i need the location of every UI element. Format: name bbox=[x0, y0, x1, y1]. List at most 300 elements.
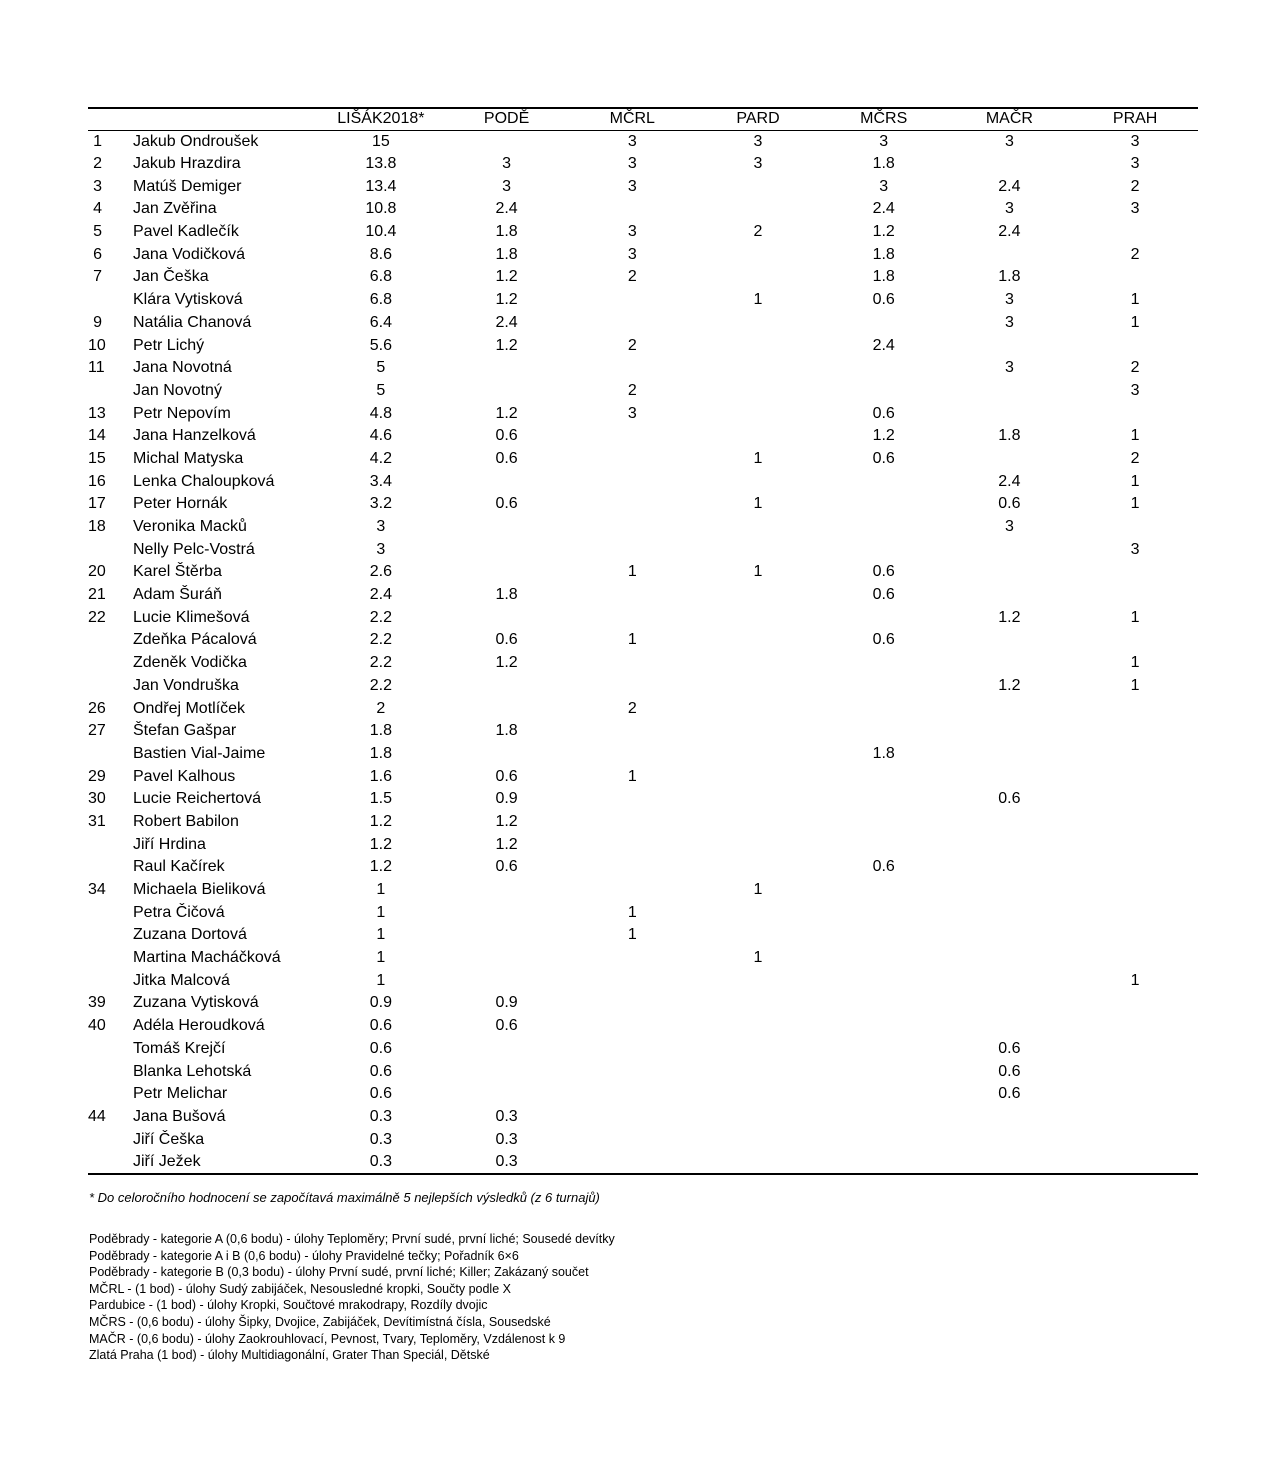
score-cell: 1.2 bbox=[495, 291, 518, 309]
table-row bbox=[88, 697, 1198, 720]
score-cell: 2.4 bbox=[872, 200, 895, 218]
score-cell: 0.6 bbox=[998, 1039, 1021, 1057]
name-cell: Petr Melichar bbox=[133, 1085, 228, 1103]
score-cell bbox=[1072, 1106, 1198, 1129]
score-cell: 0.3 bbox=[369, 1107, 392, 1125]
rank-cell: 20 bbox=[88, 563, 106, 581]
rank-cell: 29 bbox=[88, 767, 106, 785]
score-cell bbox=[821, 969, 947, 992]
name-cell: Pavel Kadlečík bbox=[133, 223, 239, 241]
name-cell: Matúš Demiger bbox=[133, 177, 242, 195]
score-cell bbox=[821, 1038, 947, 1061]
score-cell: 2 bbox=[1130, 245, 1140, 263]
score-cell bbox=[1072, 879, 1198, 902]
score-cell bbox=[947, 380, 1073, 403]
score-cell bbox=[695, 425, 821, 448]
score-cell bbox=[695, 765, 821, 788]
score-cell bbox=[695, 516, 821, 539]
score-cell bbox=[569, 1151, 695, 1174]
score-cell: 1 bbox=[1130, 291, 1140, 309]
score-cell bbox=[695, 629, 821, 652]
score-cell: 0.6 bbox=[872, 563, 895, 581]
score-cell: 1.2 bbox=[495, 404, 518, 422]
note-line: Pardubice - (1 bod) - úlohy Kropki, Součtové mrakodrapy, Rozdíly dvojic bbox=[89, 1298, 488, 1313]
score-cell bbox=[569, 1038, 695, 1061]
results-table bbox=[88, 107, 1198, 1175]
note-line: Zlatá Praha (1 bod) - úlohy Multidiagonální, Grater Than Speciál, Dětské bbox=[89, 1348, 490, 1363]
score-cell bbox=[569, 1083, 695, 1106]
name-cell: Zuzana Vytisková bbox=[133, 994, 259, 1012]
table-row bbox=[88, 947, 1198, 970]
score-cell: 5 bbox=[376, 359, 386, 377]
name-cell: Michaela Bieliková bbox=[133, 881, 266, 899]
score-cell bbox=[569, 470, 695, 493]
table-row bbox=[88, 1060, 1198, 1083]
name-cell: Petra Čičová bbox=[133, 903, 225, 921]
score-cell: 8.6 bbox=[369, 245, 392, 263]
score-cell bbox=[569, 198, 695, 221]
score-cell: 1.8 bbox=[369, 744, 392, 762]
score-cell bbox=[695, 357, 821, 380]
score-cell bbox=[947, 969, 1073, 992]
score-cell bbox=[444, 697, 570, 720]
score-cell bbox=[1072, 765, 1198, 788]
name-cell: Raul Kačírek bbox=[133, 858, 225, 876]
score-cell: 3 bbox=[753, 155, 763, 173]
score-cell bbox=[1072, 743, 1198, 766]
score-cell: 3 bbox=[502, 177, 512, 195]
score-cell bbox=[695, 833, 821, 856]
score-cell bbox=[1072, 811, 1198, 834]
score-cell bbox=[569, 289, 695, 312]
header-rank bbox=[88, 108, 118, 130]
note-line: MČRS - (0,6 bodu) - úlohy Šipky, Dvojice, Zabijáček, Devítimístná čísla, Sousedské bbox=[89, 1314, 551, 1329]
rank-cell: 44 bbox=[88, 1107, 106, 1125]
score-cell: 1.8 bbox=[495, 223, 518, 241]
score-cell bbox=[569, 675, 695, 698]
table-row bbox=[88, 516, 1198, 539]
score-cell: 2 bbox=[627, 699, 637, 717]
score-cell: 10.4 bbox=[365, 223, 397, 241]
score-cell bbox=[821, 697, 947, 720]
rank-cell: 26 bbox=[88, 699, 106, 717]
score-cell bbox=[947, 697, 1073, 720]
score-cell: 1.2 bbox=[998, 676, 1021, 694]
score-cell: 3 bbox=[376, 540, 386, 558]
score-cell bbox=[821, 992, 947, 1015]
rank-cell bbox=[88, 1083, 118, 1106]
score-cell bbox=[569, 743, 695, 766]
name-cell: Martina Macháčková bbox=[133, 949, 281, 967]
table-row bbox=[88, 584, 1198, 607]
rank-cell: 30 bbox=[88, 790, 106, 808]
score-cell: 2 bbox=[627, 268, 637, 286]
name-cell: Jakub Hrazdira bbox=[133, 155, 241, 173]
name-cell: Natália Chanová bbox=[133, 313, 252, 331]
rank-cell: 1 bbox=[93, 132, 102, 150]
score-cell bbox=[821, 493, 947, 516]
score-cell bbox=[1072, 788, 1198, 811]
score-cell bbox=[821, 765, 947, 788]
score-cell: 3 bbox=[627, 132, 637, 150]
score-cell bbox=[1072, 924, 1198, 947]
score-cell: 1.8 bbox=[495, 245, 518, 263]
score-cell: 3 bbox=[1130, 132, 1140, 150]
rank-cell bbox=[88, 538, 118, 561]
score-cell bbox=[1072, 1038, 1198, 1061]
score-cell: 1 bbox=[627, 631, 637, 649]
score-cell bbox=[947, 334, 1073, 357]
score-cell bbox=[1072, 221, 1198, 244]
table-row bbox=[88, 470, 1198, 493]
name-cell: Jiří Hrdina bbox=[133, 835, 206, 853]
table-row bbox=[88, 357, 1198, 380]
score-cell bbox=[569, 788, 695, 811]
score-cell: 1 bbox=[753, 449, 763, 467]
score-cell bbox=[695, 584, 821, 607]
score-cell bbox=[569, 879, 695, 902]
score-cell: 1.5 bbox=[369, 790, 392, 808]
score-cell bbox=[947, 720, 1073, 743]
score-cell bbox=[695, 697, 821, 720]
name-cell: Jana Novotná bbox=[133, 359, 232, 377]
name-cell: Zdeňka Pácalová bbox=[133, 631, 257, 649]
score-cell bbox=[444, 1038, 570, 1061]
score-cell bbox=[947, 1106, 1073, 1129]
score-cell bbox=[821, 312, 947, 335]
score-cell: 1 bbox=[753, 291, 763, 309]
column-header: PRAH bbox=[1072, 108, 1198, 130]
table-row bbox=[88, 901, 1198, 924]
score-cell bbox=[444, 130, 570, 153]
score-cell bbox=[695, 811, 821, 834]
score-cell: 3 bbox=[627, 245, 637, 263]
rank-cell: 15 bbox=[88, 449, 106, 467]
score-cell bbox=[695, 856, 821, 879]
score-cell bbox=[695, 380, 821, 403]
score-cell: 1.2 bbox=[495, 268, 518, 286]
score-cell bbox=[947, 992, 1073, 1015]
table-row bbox=[88, 334, 1198, 357]
score-cell bbox=[444, 1083, 570, 1106]
score-cell: 1.2 bbox=[495, 835, 518, 853]
score-cell: 0.6 bbox=[998, 1085, 1021, 1103]
score-cell bbox=[569, 947, 695, 970]
score-cell bbox=[569, 312, 695, 335]
table-row bbox=[88, 629, 1198, 652]
rank-cell bbox=[88, 1128, 118, 1151]
score-cell bbox=[569, 1106, 695, 1129]
score-cell: 0.6 bbox=[872, 449, 895, 467]
score-cell: 6.8 bbox=[369, 291, 392, 309]
score-cell bbox=[947, 901, 1073, 924]
table-row bbox=[88, 175, 1198, 198]
score-cell: 0.6 bbox=[369, 1039, 392, 1057]
score-cell: 1.8 bbox=[495, 586, 518, 604]
table-row bbox=[88, 243, 1198, 266]
score-cell: 3 bbox=[879, 132, 889, 150]
table-header-row bbox=[88, 108, 1198, 130]
note-line: Poděbrady - kategorie B (0,3 bodu) - úlohy První sudé, první liché; Killer; Zakázaný součet bbox=[89, 1265, 589, 1280]
name-cell: Jitka Malcová bbox=[133, 971, 230, 989]
score-cell bbox=[569, 538, 695, 561]
score-cell bbox=[444, 380, 570, 403]
score-cell bbox=[821, 811, 947, 834]
rank-cell bbox=[88, 380, 118, 403]
score-cell bbox=[947, 584, 1073, 607]
score-cell bbox=[695, 312, 821, 335]
score-cell: 2 bbox=[627, 336, 637, 354]
score-cell: 1 bbox=[753, 949, 763, 967]
table-row bbox=[88, 402, 1198, 425]
score-cell: 3 bbox=[627, 223, 637, 241]
name-cell: Adam Šuráň bbox=[133, 586, 222, 604]
column-header: PARD bbox=[695, 108, 821, 130]
score-cell: 1.8 bbox=[998, 427, 1021, 445]
rank-cell bbox=[88, 289, 118, 312]
table-row bbox=[88, 153, 1198, 176]
score-cell: 2 bbox=[753, 223, 763, 241]
score-cell bbox=[569, 448, 695, 471]
score-cell bbox=[1072, 1128, 1198, 1151]
table-row bbox=[88, 1106, 1198, 1129]
score-cell: 3 bbox=[1004, 359, 1014, 377]
score-cell bbox=[947, 538, 1073, 561]
score-cell bbox=[821, 924, 947, 947]
table-body bbox=[88, 130, 1198, 1174]
score-cell: 2.4 bbox=[495, 313, 518, 331]
score-cell: 4.6 bbox=[369, 427, 392, 445]
score-cell bbox=[569, 811, 695, 834]
score-cell: 0.6 bbox=[495, 631, 518, 649]
score-cell: 2.6 bbox=[369, 563, 392, 581]
score-cell bbox=[821, 606, 947, 629]
score-cell: 1.2 bbox=[369, 835, 392, 853]
column-header: PODĚ bbox=[444, 108, 570, 130]
score-cell bbox=[947, 448, 1073, 471]
rank-cell: 39 bbox=[88, 994, 106, 1012]
table-row bbox=[88, 198, 1198, 221]
score-cell: 1.2 bbox=[998, 608, 1021, 626]
rank-cell bbox=[88, 901, 118, 924]
rank-cell bbox=[88, 743, 118, 766]
score-cell bbox=[947, 561, 1073, 584]
score-cell: 3 bbox=[879, 177, 889, 195]
table-row bbox=[88, 743, 1198, 766]
table-row bbox=[88, 879, 1198, 902]
score-cell: 2 bbox=[1130, 449, 1140, 467]
score-cell bbox=[1072, 1060, 1198, 1083]
rank-cell: 5 bbox=[93, 223, 102, 241]
name-cell: Robert Babilon bbox=[133, 812, 239, 830]
score-cell bbox=[947, 1015, 1073, 1038]
score-cell bbox=[695, 175, 821, 198]
score-cell bbox=[821, 1151, 947, 1174]
score-cell: 3 bbox=[1130, 200, 1140, 218]
table-row bbox=[88, 1015, 1198, 1038]
name-cell: Jiří Ježek bbox=[118, 1151, 318, 1174]
table-row bbox=[88, 1083, 1198, 1106]
score-cell: 0.6 bbox=[495, 858, 518, 876]
score-cell: 0.3 bbox=[369, 1130, 392, 1148]
score-cell: 13.8 bbox=[365, 155, 397, 173]
score-cell bbox=[569, 584, 695, 607]
rank-cell: 18 bbox=[88, 518, 106, 536]
footnote: * Do celoročního hodnocení se započítavá maximálně 5 nejlepších výsledků (z 6 turnajů) bbox=[89, 1190, 600, 1205]
score-cell: 3 bbox=[1130, 155, 1140, 173]
score-cell: 2.4 bbox=[872, 336, 895, 354]
score-cell bbox=[695, 924, 821, 947]
score-cell: 1.8 bbox=[872, 744, 895, 762]
note-line: Poděbrady - kategorie A i B (0,6 bodu) - úlohy Pravidelné tečky; Pořadník 6×6 bbox=[89, 1248, 519, 1263]
rank-cell: 10 bbox=[88, 336, 106, 354]
score-cell bbox=[695, 992, 821, 1015]
score-cell bbox=[444, 606, 570, 629]
score-cell: 3.2 bbox=[369, 495, 392, 513]
score-cell bbox=[444, 357, 570, 380]
score-cell bbox=[695, 1106, 821, 1129]
score-cell bbox=[695, 334, 821, 357]
rank-cell bbox=[88, 1151, 118, 1174]
score-cell: 3.4 bbox=[369, 472, 392, 490]
rank-cell: 14 bbox=[88, 427, 106, 445]
table-row bbox=[88, 1151, 1198, 1174]
table-row bbox=[88, 675, 1198, 698]
score-cell bbox=[947, 743, 1073, 766]
score-cell bbox=[821, 1128, 947, 1151]
score-cell: 2.4 bbox=[369, 586, 392, 604]
score-cell: 0.9 bbox=[495, 790, 518, 808]
score-cell: 0.9 bbox=[369, 994, 392, 1012]
score-cell: 0.6 bbox=[369, 1062, 392, 1080]
table-row bbox=[88, 992, 1198, 1015]
score-cell: 1.2 bbox=[872, 427, 895, 445]
name-cell: Tomáš Krejčí bbox=[133, 1039, 226, 1057]
score-cell bbox=[695, 969, 821, 992]
name-cell: Jan Vondruška bbox=[133, 676, 239, 694]
name-cell: Jana Hanzelková bbox=[133, 427, 256, 445]
score-cell: 3 bbox=[1130, 540, 1140, 558]
score-cell bbox=[695, 198, 821, 221]
score-cell bbox=[947, 153, 1073, 176]
score-cell: 4.2 bbox=[369, 449, 392, 467]
score-cell bbox=[695, 675, 821, 698]
score-cell: 1.2 bbox=[495, 812, 518, 830]
score-cell: 1.8 bbox=[998, 268, 1021, 286]
score-cell: 1.2 bbox=[369, 858, 392, 876]
score-cell: 1.8 bbox=[872, 245, 895, 263]
score-cell bbox=[1072, 1015, 1198, 1038]
name-cell: Bastien Vial-Jaime bbox=[133, 744, 266, 762]
tournament-notes bbox=[89, 1231, 615, 1364]
table-row bbox=[88, 969, 1198, 992]
score-cell bbox=[695, 606, 821, 629]
note-line: Poděbrady - kategorie A (0,6 bodu) - úlohy Teploměry; První sudé, první liché; Sousedé devítky bbox=[89, 1232, 615, 1246]
note-line: MČRL - (1 bod) - úlohy Sudý zabijáček, Nesousledné kropki, Součty podle X bbox=[89, 1281, 511, 1296]
score-cell bbox=[695, 788, 821, 811]
table-row bbox=[88, 856, 1198, 879]
score-cell: 1 bbox=[376, 949, 386, 967]
rank-cell: 22 bbox=[88, 608, 106, 626]
score-cell: 3 bbox=[502, 155, 512, 173]
score-cell bbox=[695, 1015, 821, 1038]
score-cell bbox=[821, 1106, 947, 1129]
score-cell: 13.4 bbox=[365, 177, 397, 195]
score-cell: 1 bbox=[1130, 427, 1140, 445]
score-cell: 0.6 bbox=[872, 858, 895, 876]
score-cell: 1 bbox=[376, 971, 386, 989]
score-cell: 0.6 bbox=[872, 631, 895, 649]
rank-cell bbox=[88, 675, 118, 698]
table-row bbox=[88, 312, 1198, 335]
score-cell: 3 bbox=[1004, 200, 1014, 218]
score-cell bbox=[695, 538, 821, 561]
rank-cell bbox=[88, 947, 118, 970]
table-row bbox=[88, 380, 1198, 403]
score-cell: 2.2 bbox=[369, 631, 392, 649]
score-cell: 6.4 bbox=[369, 313, 392, 331]
score-cell bbox=[444, 969, 570, 992]
score-cell bbox=[1072, 402, 1198, 425]
name-cell: Lenka Chaloupková bbox=[133, 472, 275, 490]
score-cell: 0.6 bbox=[369, 1085, 392, 1103]
column-header: MČRS bbox=[821, 108, 947, 130]
score-cell: 0.9 bbox=[495, 994, 518, 1012]
rank-cell: 40 bbox=[88, 1017, 106, 1035]
score-cell: 1 bbox=[1130, 608, 1140, 626]
rank-cell bbox=[88, 856, 118, 879]
score-cell: 3 bbox=[627, 404, 637, 422]
name-cell: Adéla Heroudková bbox=[133, 1017, 265, 1035]
score-cell: 1 bbox=[627, 926, 637, 944]
score-cell bbox=[444, 743, 570, 766]
rank-cell bbox=[88, 969, 118, 992]
score-cell bbox=[1072, 947, 1198, 970]
score-cell: 5.6 bbox=[369, 336, 392, 354]
score-cell: 1 bbox=[627, 767, 637, 785]
score-cell: 0.6 bbox=[998, 790, 1021, 808]
score-cell: 1 bbox=[376, 926, 386, 944]
score-cell bbox=[821, 879, 947, 902]
score-cell bbox=[821, 720, 947, 743]
score-cell bbox=[821, 675, 947, 698]
rank-cell bbox=[88, 1038, 118, 1061]
table-row bbox=[88, 833, 1198, 856]
score-cell bbox=[1072, 629, 1198, 652]
rank-cell: 16 bbox=[88, 472, 106, 490]
rank-cell bbox=[88, 833, 118, 856]
table-row bbox=[88, 493, 1198, 516]
score-cell: 2 bbox=[1130, 359, 1140, 377]
score-cell bbox=[947, 811, 1073, 834]
score-cell bbox=[821, 357, 947, 380]
score-cell: 10.8 bbox=[365, 200, 397, 218]
score-cell: 0.3 bbox=[495, 1107, 518, 1125]
rank-cell bbox=[88, 1060, 118, 1083]
score-cell bbox=[444, 947, 570, 970]
score-cell bbox=[821, 947, 947, 970]
table-row bbox=[88, 221, 1198, 244]
score-cell bbox=[947, 629, 1073, 652]
score-cell: 3 bbox=[1004, 132, 1014, 150]
score-cell bbox=[444, 538, 570, 561]
name-cell: Zuzana Dortová bbox=[133, 926, 247, 944]
rank-cell: 3 bbox=[93, 177, 102, 195]
name-cell: Jan Češka bbox=[133, 268, 209, 286]
rank-cell: 9 bbox=[93, 313, 102, 331]
score-cell bbox=[821, 1060, 947, 1083]
table-row bbox=[88, 289, 1198, 312]
